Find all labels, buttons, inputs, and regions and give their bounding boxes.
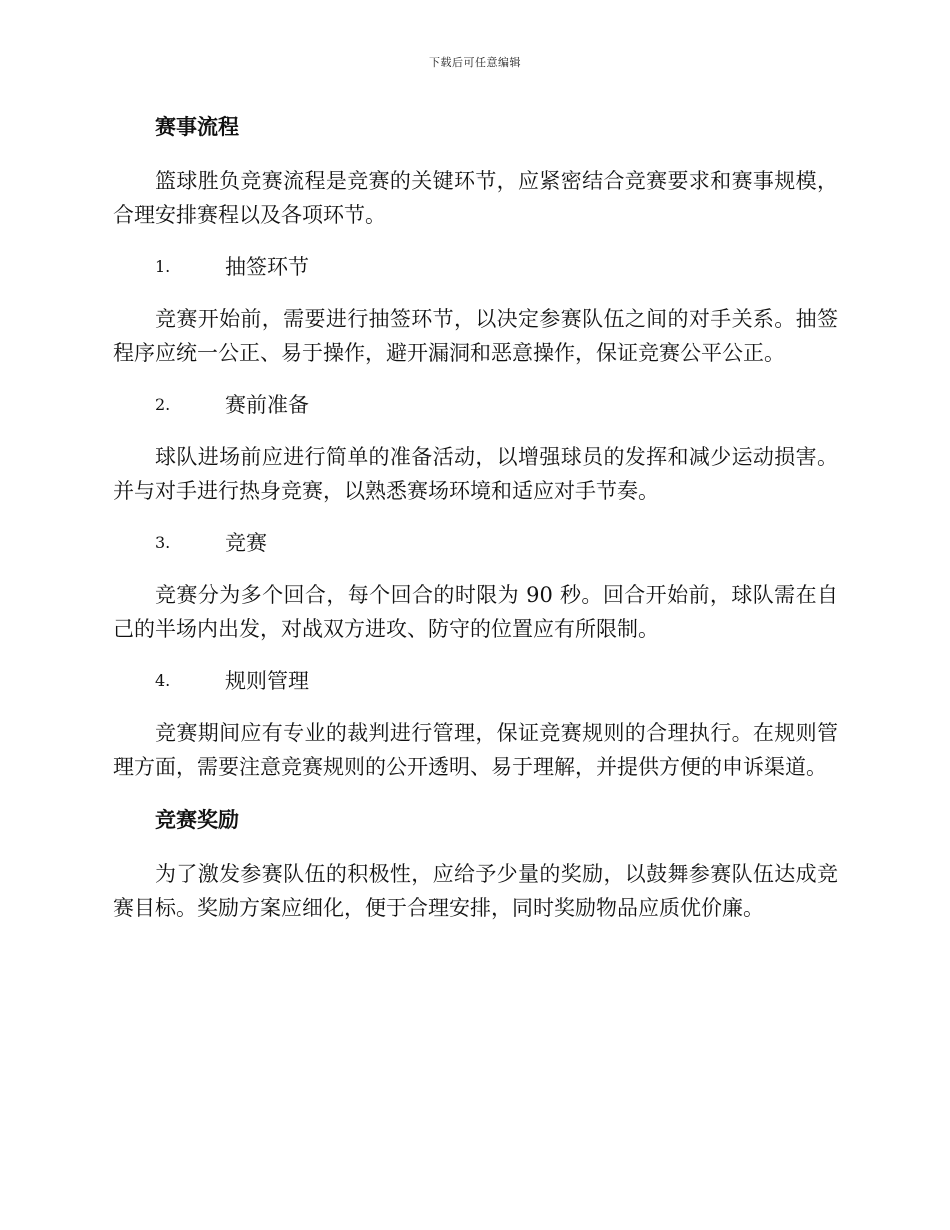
list-item-number: 4. — [155, 671, 171, 690]
section-intro-process: 篮球胜负竞赛流程是竞赛的关键环节，应紧密结合竞赛要求和赛事规模，合理安排赛程以及各项环节。 — [113, 169, 838, 227]
list-item-number: 3. — [155, 533, 171, 552]
list-item-competition — [113, 525, 838, 561]
list-item-label: 抽签环节 — [225, 255, 309, 279]
list-item-label: 赛前准备 — [225, 393, 309, 417]
list-item-draw — [113, 249, 838, 285]
list-item-number: 1. — [155, 257, 171, 276]
section-intro-rewards: 为了激发参赛队伍的积极性，应给予少量的奖励，以鼓舞参赛队伍达成竞赛目标。奖励方案应细化，便于合理安排，同时奖励物品应质优价廉。 — [113, 862, 838, 920]
list-item-text-competition: 竞赛分为多个回合，每个回合的时限为 90 秒。回合开始前，球队需在自己的半场内出发，对战双方进攻、防守的位置应有所限制。 — [113, 583, 838, 641]
list-item-text-draw: 竞赛开始前，需要进行抽签环节，以决定参赛队伍之间的对手关系。抽签程序应统一公正、易于操作，避开漏洞和恶意操作，保证竞赛公平公正。 — [113, 307, 838, 365]
list-item-preparation — [113, 387, 838, 423]
section-title-process: 赛事流程 — [155, 114, 239, 139]
document-body — [113, 108, 838, 925]
list-item-text-preparation: 球队进场前应进行简单的准备活动，以增强球员的发挥和减少运动损害。并与对手进行热身竞赛，以熟悉赛场环境和适应对手节奏。 — [113, 445, 838, 503]
list-item-text-rules: 竞赛期间应有专业的裁判进行管理，保证竞赛规则的合理执行。在规则管理方面，需要注意竞赛规则的公开透明、易于理解，并提供方便的申诉渠道。 — [113, 721, 838, 779]
header-note: 下载后可任意编辑 — [429, 56, 521, 69]
list-item-label: 竞赛 — [225, 531, 267, 555]
section-title-rewards: 竞赛奖励 — [155, 807, 239, 832]
list-item-rules — [113, 663, 838, 699]
list-item-number: 2. — [155, 395, 171, 414]
list-item-label: 规则管理 — [225, 669, 309, 693]
